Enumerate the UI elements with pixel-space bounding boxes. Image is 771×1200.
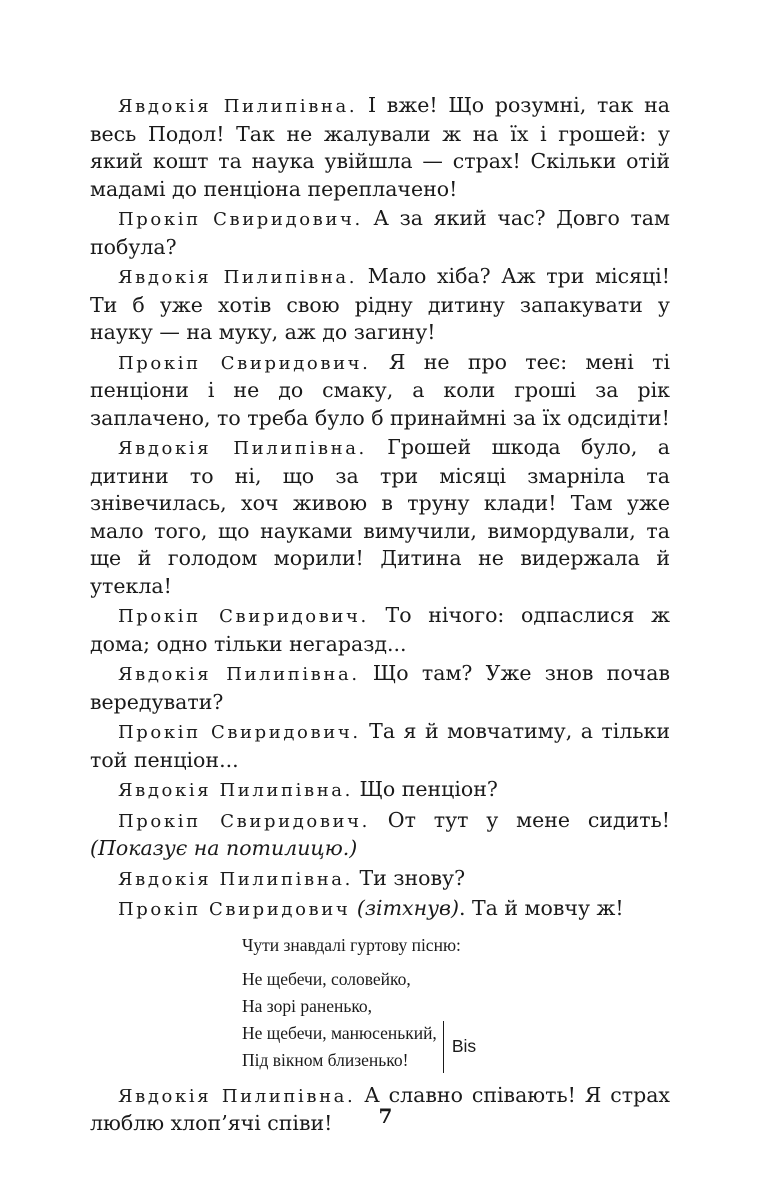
speaker-name: Прокіп Свиридович. [118, 722, 361, 743]
song-line: Не щебечи, манюсенький, [242, 1022, 437, 1043]
speaker-name: Явдокія Пилипівна. [118, 438, 367, 459]
speech-text: Мало хіба? Аж три місяці! Ти б уже хотів свою рідну дитину запакувати у науку — на муку, аж до загину! [90, 264, 670, 344]
speaker-name: Явдокія Пилипівна. [118, 664, 360, 685]
speech-text: І вже! Що розумні, так на весь Подол! Так не жалували ж на їх і грошей: у який кошт та наука увійшла — страх! Скільки отій мадамі до пенціона переплачено! [90, 93, 670, 201]
dialogue-paragraph [90, 205, 670, 261]
dialogue-paragraph [90, 660, 670, 716]
dialogue-paragraph [90, 92, 670, 203]
speaker-name: Прокіп Свиридович [118, 899, 351, 920]
speaker-name: Явдокія Пилипівна. [118, 868, 353, 890]
speaker-name: Явдокія Пилипівна. [118, 780, 353, 801]
speech-text: То нічого: одпаслися ж дома; одно тільки негаразд... [90, 603, 670, 656]
song-line: Під вікном близенько! [242, 1049, 409, 1070]
dialogue-paragraph [90, 895, 670, 924]
dialogue-paragraph [90, 602, 670, 658]
speaker-name: Прокіп Свиридович. [118, 352, 371, 374]
dialogue-paragraph [90, 434, 670, 600]
speech-text: От тут у мене сидить! [369, 807, 670, 832]
speech-text: Та я й мовчатиму, а тільки той пенціон... [90, 719, 670, 772]
song-line: Не щебечи, соловейко, [242, 968, 411, 989]
bis-marker [443, 1020, 476, 1074]
page-number: 7 [378, 1104, 393, 1128]
dialogue-paragraph [90, 865, 670, 894]
stage-remark: Чути знавдалі гуртову пісню: [242, 934, 461, 955]
page-body [90, 92, 670, 1140]
stage-direction: (зітхнув) [350, 896, 459, 920]
speech-text: Що пенціон? [352, 777, 498, 801]
song-lines [242, 966, 437, 1074]
speech-text: Ти знову? [352, 865, 466, 890]
speaker-name: Прокіп Свиридович. [118, 606, 369, 627]
speaker-name: Явдокія Пилипівна. [118, 1085, 356, 1107]
bis-label: Bis [451, 1036, 477, 1056]
dialogue-paragraph [90, 776, 670, 805]
dialogue-paragraph [90, 263, 670, 347]
speech-text: А славно співають! Я страх люблю хлоп’ячі співи! [90, 1082, 670, 1135]
bis-bracket [443, 1021, 444, 1073]
speech-text: А за який час? Довго там побула? [90, 206, 670, 259]
speaker-name: Явдокія Пилипівна. [118, 267, 358, 288]
dialogue-paragraph [90, 807, 670, 863]
dialogue-paragraph [90, 349, 670, 433]
song-block [90, 966, 670, 1074]
stage-direction: (Показує на потилицю.) [90, 836, 358, 860]
dialogue-paragraph [90, 718, 670, 774]
speech-text: Я не про теє: мені ті пенціони і не до смаку, а коли гроші за рік заплачено, то треба було б принаймні за їх одсидіти! [90, 349, 670, 430]
song-line: На зорі раненько, [242, 995, 373, 1016]
speaker-name: Прокіп Свиридович. [118, 810, 370, 832]
speaker-name: Явдокія Пилипівна. [118, 96, 358, 117]
speech-text: . Та й мовчу ж! [458, 896, 624, 920]
speaker-name: Прокіп Свиридович. [118, 209, 363, 230]
speech-text: Що там? Уже знов почав вередувати? [90, 661, 670, 714]
speech-text: Грошей шкода було, а дитини то ні, що за три місяці змарніла та знівечилась, хоч живою в труну клади! Там уже мало того, що науками вимучили, вимордували, та ще й голодом морили! Дитина не видержала й утекла! [90, 435, 670, 598]
